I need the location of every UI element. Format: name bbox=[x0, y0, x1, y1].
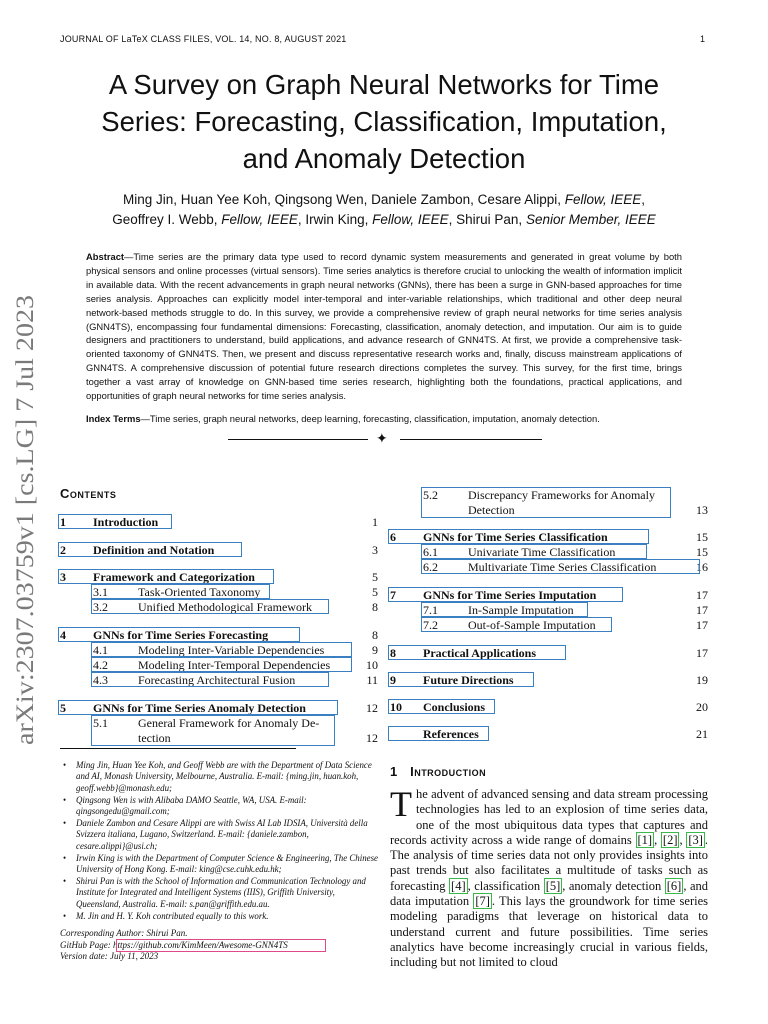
footnote: • Irwin King is with the Department of Computer Science & Engineering, The Chinese University of Hong Kong. E-mail: king@cse.cuhk.edu.hk; bbox=[63, 853, 378, 875]
toc-entry-page: 10 bbox=[366, 658, 378, 672]
author-affiliation-title: Fellow, IEEE bbox=[221, 212, 298, 227]
authors-text: , Shirui Pan, bbox=[448, 212, 526, 227]
toc-entry-label[interactable]: General Framework for Anomaly De- bbox=[138, 716, 320, 730]
arxiv-identifier: arXiv:2307.03759v1 [cs.LG] 7 Jul 2023 bbox=[12, 343, 39, 745]
toc-link-box[interactable] bbox=[388, 699, 495, 714]
github-link-box[interactable] bbox=[116, 939, 326, 952]
toc-link-box[interactable] bbox=[58, 569, 274, 584]
citation-link[interactable]: [4] bbox=[451, 878, 466, 893]
toc-entry-number: 4.3 bbox=[93, 673, 108, 687]
toc-entry-number: 5.1 bbox=[93, 716, 108, 730]
corresponding-author: Corresponding Author: Shirui Pan. bbox=[60, 928, 188, 938]
toc-entry-label[interactable]: GNNs for Time Series Classification bbox=[423, 530, 608, 544]
intro-body bbox=[390, 784, 709, 971]
separator-line bbox=[400, 439, 542, 440]
citation-link[interactable]: [7] bbox=[475, 894, 490, 909]
abstract-text: —Time series are the primary data type used to record dynamic system measurements and generated in great volume by both physical sensors and online processes (virtual sensors). Time series analytics is therefore crucial to unlocking the wealth of information implicit in available data. With the recent advancements in graph neural networks (GNNs), there has been a surge in GNN-based approaches for time series analysis. Approaches can explicitly model inter-temporal and inter-variable relationships, which traditional and other deep neural network-based methods struggle to do. In this survey, we provide a comprehensive review of graph neural networks for time series analysis (GNN4TS), encompassing four fundamental dimensions: Forecasting, classification, anomaly detection, and imputation. Our aim is to guide designers and practitioners to understand, build applications, and advance research of GNN4TS. At first, we provide a comprehensive task-oriented taxonomy of GNN4TS. Then, we present and discuss representative research works and, finally, discuss mainstream applications of GNN4TS. A comprehensive discussion of potential future research directions completes the survey. This survey, for the first time, brings together a vast array of knowledge on GNN-based time series research, highlighting both the foundations, practical applications, and opportunities of graph neural networks for time series analysis. bbox=[86, 251, 682, 402]
toc-entry-label[interactable]: GNNs for Time Series Forecasting bbox=[93, 628, 269, 642]
toc-entry-number: 3.2 bbox=[93, 600, 108, 614]
page-number: 1 bbox=[700, 34, 706, 44]
intro-text-run: , bbox=[679, 832, 687, 847]
toc-entry-label[interactable]: GNNs for Time Series Anomaly Detection bbox=[93, 701, 306, 715]
toc-entry-label[interactable]: References bbox=[423, 727, 479, 741]
toc-entry-page: 20 bbox=[696, 700, 708, 714]
authors-text: Geoffrey I. Webb, bbox=[112, 212, 222, 227]
toc-entry-label[interactable]: Modeling Inter-Temporal Dependencies bbox=[138, 658, 331, 672]
author-affiliation-title: Fellow, IEEE bbox=[372, 212, 449, 227]
footnote: • Qingsong Wen is with Alibaba DAMO Seattle, WA, USA. E-mail: qingsongedu@gmail.com; bbox=[63, 795, 307, 817]
author-list bbox=[60, 190, 708, 230]
toc-entry-label[interactable]: GNNs for Time Series Imputation bbox=[423, 588, 597, 602]
title-line: A Survey on Graph Neural Networks for Time bbox=[108, 69, 660, 100]
index-terms-text: —Time series, graph neural networks, deep learning, forecasting, classification, imputation, anomaly detection. bbox=[140, 413, 600, 424]
toc-entry-label-cont[interactable]: tection bbox=[138, 731, 171, 745]
toc-entry-page: 13 bbox=[696, 503, 708, 517]
index-terms-label: Index Terms bbox=[86, 413, 141, 424]
abstract bbox=[86, 250, 682, 403]
toc-link-box[interactable] bbox=[421, 559, 700, 574]
citation-link[interactable]: [1] bbox=[637, 832, 653, 847]
toc-entry-page: 1 bbox=[372, 515, 378, 529]
toc-entry-label[interactable]: Introduction bbox=[93, 515, 159, 529]
toc-entry-number: 5.2 bbox=[423, 488, 438, 502]
toc-entry-page: 19 bbox=[696, 673, 708, 687]
version-date: Version date: July 11, 2023 bbox=[60, 951, 159, 961]
toc-link-box[interactable] bbox=[91, 599, 329, 614]
toc-entry-number: 1 bbox=[60, 515, 66, 529]
intro-text-run: , and data imputation bbox=[390, 878, 708, 909]
toc-entry-label[interactable]: Univariate Time Classification bbox=[468, 545, 616, 559]
toc-entry-page: 9 bbox=[372, 643, 378, 657]
toc-link-box[interactable] bbox=[388, 529, 649, 544]
toc-entry-number: 7.2 bbox=[423, 618, 438, 632]
toc-link-box[interactable] bbox=[58, 700, 338, 715]
authors-text: Ming Jin, Huan Yee Koh, Qingsong Wen, Daniele Zambon, Cesare Alippi, bbox=[122, 192, 565, 207]
toc-entry-label[interactable]: Forecasting Architectural Fusion bbox=[138, 673, 296, 687]
contents-heading: Contents bbox=[60, 486, 117, 501]
toc-entry-number: 10 bbox=[390, 700, 402, 714]
toc-entry-page: 5 bbox=[372, 570, 378, 584]
author-affiliation-title: Fellow, IEEE bbox=[564, 192, 642, 207]
title-line: Series: Forecasting, Classification, Imputation, bbox=[101, 106, 667, 137]
toc-link-box[interactable] bbox=[388, 645, 566, 660]
toc-entry-number: 4.1 bbox=[93, 643, 108, 657]
abstract-label: Abstract bbox=[86, 251, 125, 262]
toc-link-box[interactable] bbox=[388, 672, 534, 687]
toc-entry-page: 3 bbox=[372, 543, 378, 557]
toc-entry-page: 12 bbox=[366, 731, 378, 745]
drop-cap: T bbox=[390, 784, 412, 824]
toc-entry-page: 16 bbox=[696, 560, 708, 574]
toc-entry-number: 3.1 bbox=[93, 585, 108, 599]
footnote: • Shirui Pan is with the School of Information and Communication Technology and Institute for Integrated and Intelligent Systems (IIIS), Griffith University, Queensland, Australia. E-mail: s.pan@griffith.edu.au. bbox=[63, 876, 366, 909]
toc-link-box[interactable] bbox=[421, 487, 671, 518]
intro-text-run: he advent of advanced sensing and data stream processing technologies has led to an explosion of time series data, one of the most ubiquitous data types that captures and records activity across a wide range of domains bbox=[390, 787, 708, 847]
toc-entry-label[interactable]: In-Sample Imputation bbox=[468, 603, 574, 617]
toc-entry-page: 8 bbox=[372, 628, 378, 642]
intro-text-run: . The analysis of time series data not only provides insights into past trends but also facilitates a multitude of tasks such as forecasting bbox=[390, 832, 709, 893]
toc-link-box[interactable] bbox=[58, 542, 242, 557]
separator-line bbox=[228, 439, 368, 440]
toc-link-box[interactable] bbox=[388, 726, 489, 741]
toc-entry-page: 17 bbox=[696, 588, 708, 602]
toc-entry-label[interactable]: Conclusions bbox=[423, 700, 486, 714]
paper-title bbox=[40, 66, 728, 177]
citation-link[interactable]: [5] bbox=[545, 878, 561, 893]
toc-entry-label[interactable]: Future Directions bbox=[423, 673, 514, 687]
footnote: • M. Jin and H. Y. Koh contributed equally to this work. bbox=[63, 911, 269, 921]
title-line: and Anomaly Detection bbox=[242, 143, 526, 174]
toc-entry-page: 17 bbox=[696, 618, 708, 632]
toc-link-box[interactable] bbox=[421, 544, 647, 559]
toc-link-box[interactable] bbox=[91, 642, 352, 657]
toc-link-box[interactable] bbox=[91, 672, 329, 687]
toc-entry-number: 4.2 bbox=[93, 658, 108, 672]
github-label: GitHub Page: bbox=[60, 939, 113, 950]
toc-entry-page: 15 bbox=[696, 545, 708, 559]
intro-text-run: , anomaly detection bbox=[562, 878, 665, 893]
toc-entry-page: 21 bbox=[696, 727, 708, 741]
toc-link-box[interactable] bbox=[91, 715, 335, 746]
toc-entry-label-cont[interactable]: Detection bbox=[468, 503, 515, 517]
index-terms bbox=[86, 412, 682, 426]
toc-entry-number: 7 bbox=[390, 588, 396, 602]
authors-text: , bbox=[641, 192, 646, 207]
toc-link-box[interactable] bbox=[91, 584, 270, 599]
authors-text: , Irwin King, bbox=[297, 212, 373, 227]
toc-entry-number: 4 bbox=[60, 628, 66, 642]
author-affiliation-title: Senior Member, IEEE bbox=[525, 212, 656, 227]
intro-text-run: . This lays the groundwork for time series modeling paradigms that leverage on historical data to understand current and future possibilities. Time series analytics have become increasingly crucial in various fields, including but not limited to cloud bbox=[390, 894, 708, 970]
intro-text-run: , classification bbox=[467, 878, 544, 893]
toc-entry-number: 7.1 bbox=[423, 603, 438, 617]
intro-text-run: , bbox=[654, 832, 661, 847]
toc-link-box[interactable] bbox=[58, 627, 300, 642]
citation-link[interactable]: [6] bbox=[666, 878, 682, 893]
toc-entry-number: 5 bbox=[60, 701, 66, 715]
toc-entry-number: 2 bbox=[60, 543, 66, 557]
toc-entry-label[interactable]: Definition and Notation bbox=[93, 543, 215, 557]
toc-entry-number: 6.1 bbox=[423, 545, 438, 559]
citation-link[interactable]: [3] bbox=[688, 832, 703, 847]
toc-entry-label[interactable]: Task-Oriented Taxonomy bbox=[138, 585, 261, 599]
toc-link-box[interactable] bbox=[91, 657, 352, 672]
toc-entry-label[interactable]: Discrepancy Frameworks for Anomaly bbox=[468, 488, 655, 502]
citation-link[interactable]: [2] bbox=[662, 832, 678, 847]
toc-link-box[interactable] bbox=[421, 617, 612, 632]
toc-entry-label[interactable]: Out-of-Sample Imputation bbox=[468, 618, 596, 632]
toc-entry-page: 17 bbox=[696, 603, 708, 617]
toc-entry-number: 6.2 bbox=[423, 560, 438, 574]
toc-entry-page: 15 bbox=[696, 530, 708, 544]
toc-link-box[interactable] bbox=[388, 587, 623, 602]
toc-entry-page: 5 bbox=[372, 585, 378, 599]
running-header: JOURNAL OF LaTeX CLASS FILES, VOL. 14, NO. 8, AUGUST 2021 bbox=[60, 34, 347, 44]
toc-entry-number: 8 bbox=[390, 646, 396, 660]
toc-entry-number: 3 bbox=[60, 570, 66, 584]
toc-entry-label[interactable]: Multivariate Time Series Classification bbox=[468, 560, 657, 574]
github-link[interactable]: https://github.com/KimMeen/Awesome-GNN4TS bbox=[113, 939, 288, 950]
toc-entry-page: 17 bbox=[696, 646, 708, 660]
toc-link-box[interactable] bbox=[421, 602, 588, 617]
toc-entry-page: 11 bbox=[366, 673, 378, 687]
footnote: • Daniele Zambon and Cesare Alippi are with Swiss AI Lab IDSIA, Università della Svizzera italiana, Lugano, Switzerland. E-mail: {daniele.zambon, cesare.alippi}@usi.ch; bbox=[63, 818, 368, 851]
toc-entry-label[interactable]: Framework and Categorization bbox=[93, 570, 255, 584]
toc-entry-label[interactable]: Modeling Inter-Variable Dependencies bbox=[138, 643, 325, 657]
arxiv-stamp bbox=[2, 290, 42, 750]
toc-entry-label[interactable]: Unified Methodological Framework bbox=[138, 600, 312, 614]
footnote: • Ming Jin, Huan Yee Koh, and Geoff Webb are with the Department of Data Science and AI, Monash University, Melbourne, Australia. E-mail: {ming.jin, huan.koh, geoff.webb}@monash.edu; bbox=[63, 760, 372, 793]
toc-entry-number: 9 bbox=[390, 673, 396, 687]
toc-entry-page: 8 bbox=[372, 600, 378, 614]
toc-link-box[interactable] bbox=[58, 514, 172, 529]
intro-heading: 1 Introduction bbox=[390, 764, 487, 779]
toc-entry-label[interactable]: Practical Applications bbox=[423, 646, 536, 660]
separator-star-icon: ✦ bbox=[376, 430, 388, 446]
footnote-rule bbox=[60, 748, 296, 749]
toc-entry-page: 12 bbox=[366, 701, 378, 715]
toc-entry-number: 6 bbox=[390, 530, 396, 544]
